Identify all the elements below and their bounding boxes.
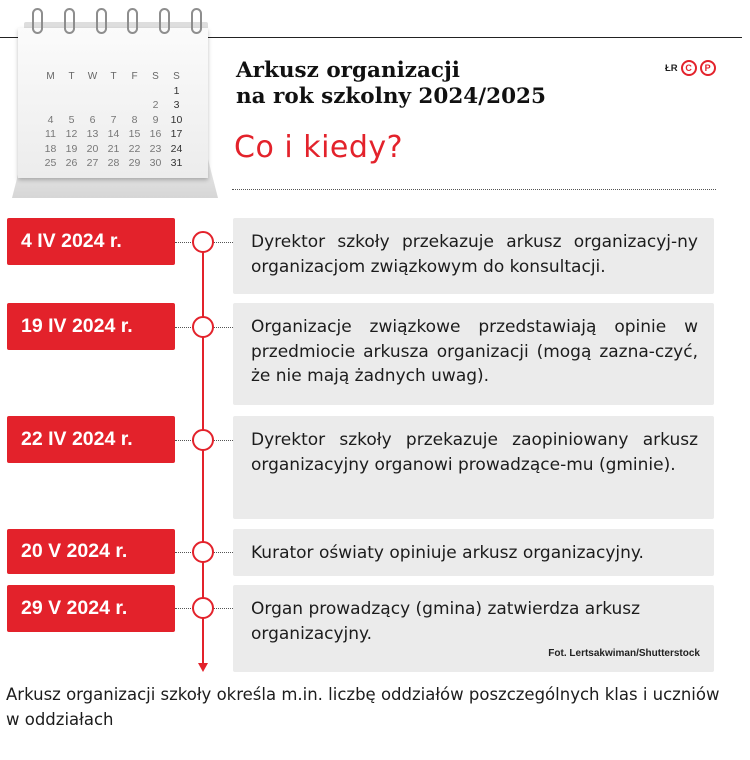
calendar-day: 27 bbox=[86, 157, 99, 169]
event-date-badge: 29 V 2024 r. bbox=[7, 585, 175, 632]
calendar-weekday: M bbox=[46, 71, 55, 82]
calendar-day: 21 bbox=[107, 142, 120, 155]
calendar-day: 14 bbox=[107, 128, 120, 140]
calendar-day: 19 bbox=[65, 142, 78, 155]
event-description: Dyrektor szkoły przekazuje zaopiniowany arkusz organizacyjny organowi prowadzące-mu (gminie). bbox=[233, 416, 714, 519]
calendar-day: 24 bbox=[170, 142, 183, 155]
calendar-day: 5 bbox=[68, 113, 75, 126]
calendar-day bbox=[103, 99, 124, 113]
calendar-day: 15 bbox=[128, 128, 141, 140]
calendar-day bbox=[103, 85, 124, 99]
timeline-node-icon bbox=[192, 541, 214, 563]
photo-credit: Fot. Lertsakwiman/Shutterstock bbox=[548, 647, 700, 659]
calendar-ring bbox=[32, 8, 43, 34]
timeline-node-icon bbox=[192, 231, 214, 253]
logo-c-icon: C bbox=[681, 60, 697, 76]
calendar-day: 1 bbox=[173, 84, 180, 97]
calendar-day-grid bbox=[40, 70, 187, 171]
calendar-day: 6 bbox=[89, 113, 96, 126]
calendar-day bbox=[61, 85, 82, 99]
event-description: Kurator oświaty opiniuje arkusz organizacyjny. bbox=[233, 529, 714, 576]
calendar-weekday: T bbox=[110, 71, 117, 82]
page-title bbox=[236, 58, 546, 110]
event-text: Organ prowadzący (gmina) zatwierdza arkusz organizacyjny. bbox=[251, 599, 641, 644]
page-subtitle: Co i kiedy? bbox=[234, 130, 404, 165]
calendar-day: 26 bbox=[65, 157, 78, 169]
calendar-day bbox=[124, 85, 145, 99]
event-date-badge: 20 V 2024 r. bbox=[7, 529, 175, 574]
timeline-node-icon bbox=[192, 429, 214, 451]
calendar-day: 31 bbox=[170, 157, 183, 169]
timeline-node-icon bbox=[192, 597, 214, 619]
calendar-illustration bbox=[8, 8, 220, 198]
calendar-day: 9 bbox=[152, 113, 159, 126]
calendar-day: 16 bbox=[149, 128, 162, 140]
calendar-day: 13 bbox=[86, 128, 99, 140]
calendar-day: 29 bbox=[128, 157, 141, 169]
calendar-day: 3 bbox=[173, 99, 180, 111]
calendar-ring bbox=[64, 8, 75, 34]
calendar-day: 7 bbox=[110, 113, 117, 126]
calendar-weekday: S bbox=[152, 71, 159, 82]
calendar-day: 4 bbox=[47, 113, 54, 126]
calendar-day: 11 bbox=[45, 128, 56, 140]
calendar-day: 18 bbox=[44, 142, 57, 155]
calendar-day: 23 bbox=[149, 142, 162, 155]
calendar-day bbox=[145, 85, 166, 99]
calendar-weekday: W bbox=[87, 71, 98, 82]
calendar-day: 20 bbox=[86, 142, 99, 155]
calendar-ring bbox=[191, 8, 202, 34]
event-date-badge: 19 IV 2024 r. bbox=[7, 303, 175, 350]
calendar-day: 8 bbox=[131, 113, 138, 126]
logo-p-icon: P bbox=[700, 60, 716, 76]
event-date-badge: 22 IV 2024 r. bbox=[7, 416, 175, 463]
timeline-arrow-icon bbox=[198, 663, 208, 672]
calendar-day: 22 bbox=[128, 142, 141, 155]
calendar-rings bbox=[32, 8, 202, 38]
title-line-1: Arkusz organizacji bbox=[236, 58, 460, 83]
calendar-day bbox=[124, 99, 145, 113]
calendar-ring bbox=[159, 8, 170, 34]
calendar-weekday: T bbox=[68, 71, 75, 82]
event-description: Dyrektor szkoły przekazuje arkusz organizacyj-ny organizacjom związkowym do konsultacji. bbox=[233, 218, 714, 294]
calendar-day bbox=[40, 99, 61, 113]
dotted-divider bbox=[232, 189, 716, 190]
title-line-2: na rok szkolny 2024/2025 bbox=[236, 84, 546, 109]
calendar-day: 10 bbox=[170, 113, 183, 126]
calendar-day bbox=[61, 99, 82, 113]
calendar-day: 17 bbox=[170, 128, 183, 140]
calendar-day bbox=[82, 85, 103, 99]
calendar-day: 28 bbox=[107, 157, 120, 169]
calendar-ring bbox=[96, 8, 107, 34]
author-credit bbox=[665, 60, 716, 76]
event-date-badge: 4 IV 2024 r. bbox=[7, 218, 175, 265]
event-description bbox=[233, 585, 714, 672]
footnote: Arkusz organizacji szkoły określa m.in. liczbę oddziałów poszczególnych klas i uczniów w oddziałach bbox=[6, 685, 720, 729]
calendar-day: 2 bbox=[152, 99, 159, 111]
calendar-ring bbox=[127, 8, 138, 34]
calendar-day: 30 bbox=[149, 157, 162, 169]
calendar-day bbox=[40, 85, 61, 99]
calendar-day: 12 bbox=[65, 128, 78, 140]
timeline-node-icon bbox=[192, 316, 214, 338]
calendar-weekday: S bbox=[173, 71, 180, 82]
author-initials: ŁR bbox=[665, 62, 678, 74]
calendar-weekday: F bbox=[131, 71, 138, 82]
calendar-day bbox=[82, 99, 103, 113]
event-description: Organizacje związkowe przedstawiają opinie w przedmiocie arkusza organizacji (mogą zazna-czyć, że nie mają żadnych uwag). bbox=[233, 303, 714, 405]
calendar-day: 25 bbox=[44, 157, 57, 169]
